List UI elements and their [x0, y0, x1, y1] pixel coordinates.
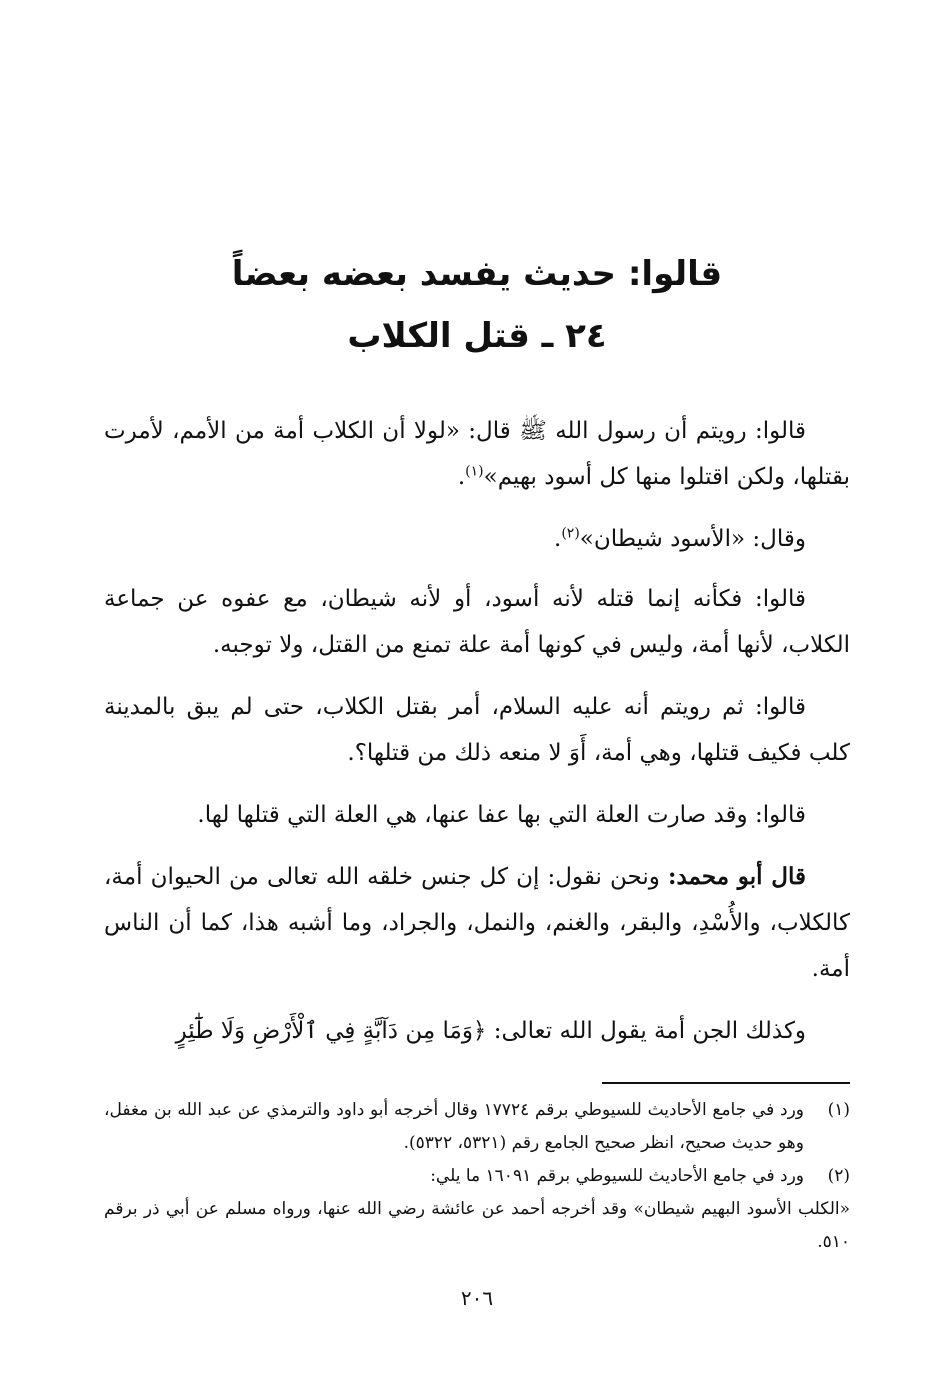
- footnote-text: ورد في جامع الأحاديث للسيوطي برقم ١٦٠٩١ ما يلي:: [430, 1166, 804, 1186]
- footnotes: [104, 1094, 850, 1259]
- book-page: [104, 0, 850, 1383]
- footnote-number: (١): [827, 1100, 850, 1120]
- footnote-2-continuation: «الكلب الأسود البهيم شيطان» وقد أخرجه أحمد عن عائشة رضي الله عنها، ورواه مسلم عن أبي ذر برقم ٥١٠.: [104, 1199, 850, 1252]
- footnote-number: (٢): [827, 1166, 850, 1186]
- paragraph-5: قالوا: وقد صارت العلة التي بها عفا عنها، هي العلة التي قتلها لها.: [197, 802, 806, 828]
- paragraph-1-end: .: [457, 464, 466, 490]
- paragraph-3: قالوا: فكأنه إنما قتله لأنه أسود، أو لأنه شيطان، مع عفوه عن جماعة الكلاب، لأنها أمة، وليس في كونها أمة علة تمنع من القتل، ولا توجبه.: [104, 586, 850, 658]
- chapter-title: قالوا: حديث يفسد بعضه بعضاً: [231, 254, 723, 294]
- paragraph-6-text: ونحن نقول: إن كل جنس خلقه الله تعالى من الحيوان أمة، كالكلاب، والأُسْدِ، والبقر، والغنم، والنمل، والجراد، وما أشبه هذا، كما أن الناس أمة.: [104, 864, 850, 982]
- paragraph-7: وكذلك الجن أمة يقول الله تعالى: ﴿وَمَا مِن دَآبَّةٍ فِي ٱلْأَرْضِ وَلَا طَٰٓئِرٍ: [175, 1018, 806, 1044]
- footnote-2: [104, 1160, 850, 1193]
- paragraph-2-end: .: [554, 526, 562, 552]
- footnote-1: [104, 1094, 850, 1160]
- paragraph-1: [104, 408, 850, 500]
- paragraph-4: قالوا: ثم رويتم أنه عليه السلام، أمر بقتل الكلاب، حتى لم يبق بالمدينة كلب فكيف قتلها، وهي أمة، أَوَ لا منعه ذلك من قتلها؟.: [104, 694, 850, 766]
- paragraph-2-text: وقال: «الأسود شيطان»: [579, 526, 806, 552]
- paragraph-1-text: قالوا: رويتم أن رسول الله ﷺ قال: «لولا أن الكلاب أمة من الأمم، لأمرت بقتلها، ولكن اقتلوا منها كل أسود بهيم»: [104, 418, 850, 490]
- footnote-ref-1[interactable]: (١): [465, 463, 484, 480]
- paragraph-6: [104, 854, 850, 992]
- footnote-divider: [602, 1082, 850, 1084]
- footnote-text: ورد في جامع الأحاديث للسيوطي برقم ١٧٧٢٤ وقال أخرجه أبو داود والترمذي عن عبد الله بن مغفل، وهو حديث صحيح، انظر صحيح الجامع رقم (٥٣٢١، ٥٣٢٢).: [104, 1100, 804, 1153]
- speaker-label: قال أبو محمد:: [667, 863, 806, 890]
- main-text: [104, 408, 850, 1054]
- section-title: ٢٤ ـ قتل الكلاب: [347, 316, 607, 356]
- paragraph-2: [104, 516, 850, 562]
- footnote-ref-2[interactable]: (٢): [561, 525, 580, 542]
- page-number: ٢٠٦: [460, 1286, 494, 1310]
